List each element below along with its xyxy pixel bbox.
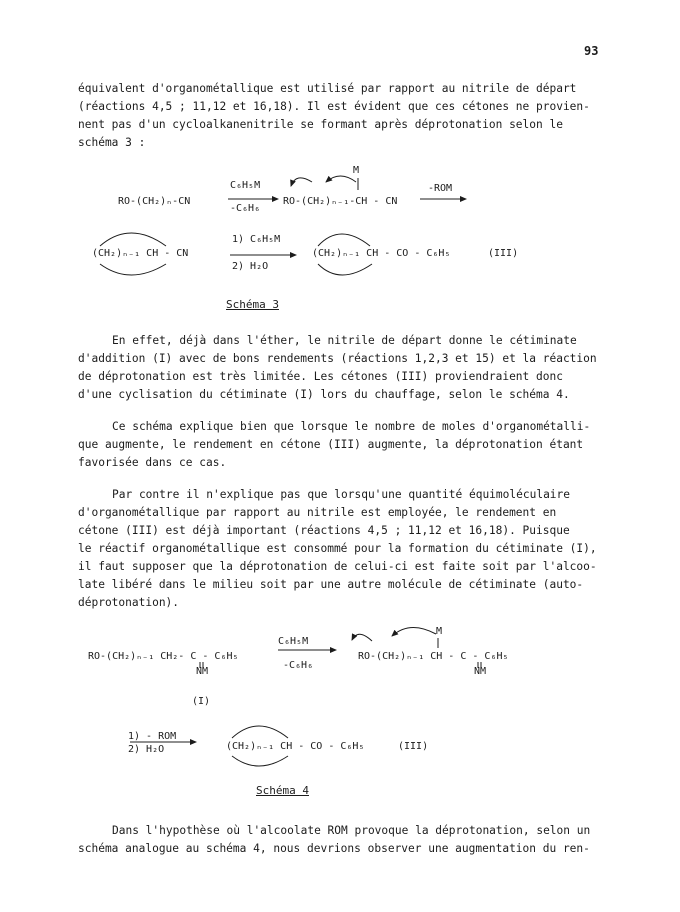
scheme4-reactant: RO-(CH₂)ₙ₋₁ CH₂- C - C₆H₅: [88, 651, 239, 662]
text-line: Ce schéma explique bien que lorsque le nombre de moles d'organométalli-: [112, 420, 591, 433]
text-line: déprotonation).: [78, 596, 180, 609]
text-line: que augmente, le rendement en cétone (III) augmente, la déprotonation étant: [78, 438, 584, 451]
ring-arc: [100, 233, 166, 246]
scheme3-reactant: RO-(CH₂)ₙ-CN: [118, 196, 191, 207]
text-line: En effet, déjà dans l'éther, le nitrile de départ donne le cétiminate: [112, 334, 577, 347]
text-line: de déprotonation est très limitée. Les cétones (III) proviendraient donc: [78, 370, 563, 383]
text-line: schéma 3 :: [78, 136, 146, 149]
text-line: schéma analogue au schéma 4, nous devrions observer une augmentation du ren-: [78, 842, 590, 855]
scheme4-metal-label: M: [436, 626, 443, 637]
ring-arc: [318, 264, 372, 275]
text-line: Par contre il n'explique pas que lorsqu'une quantité équimoléculaire: [112, 488, 571, 501]
text-line: d'addition (I) avec de bons rendements (réactions 1,2,3 et 15) et la réaction: [78, 352, 597, 365]
scheme3-caption: Schéma 3: [226, 298, 279, 311]
ring-arc: [232, 726, 288, 738]
scheme3-ketone: (CH₂)ₙ₋₁ CH - CO - C₆H₅: [312, 248, 451, 259]
scheme4-reactant-nm: NM: [196, 666, 209, 677]
electron-arrow: [291, 178, 312, 186]
ring-arc: [318, 234, 370, 246]
text-line: favorisée dans ce cas.: [78, 456, 227, 469]
text-line: (réactions 4,5 ; 11,12 et 16,18). Il est évident que ces cétones ne provien-: [78, 100, 590, 113]
scheme3-cyclic-nitrile: (CH₂)ₙ₋₁ CH - CN: [92, 248, 189, 259]
scheme4-reagent-bottom: -C₆H₆: [283, 660, 314, 671]
text-line: cétone (III) est déjà important (réactions 4,5 ; 11,12 et 16,18). Puisque: [78, 524, 570, 537]
electron-arrow: [392, 627, 436, 636]
text-line: Dans l'hypothèse où l'alcoolate ROM provoque la déprotonation, selon un: [112, 824, 591, 837]
text-line: il faut supposer que la déprotonation de celui-ci est faite soit par l'alcoo-: [78, 560, 597, 573]
text-line: équivalent d'organométallique est utilisé par rapport au nitrile de départ: [78, 82, 577, 95]
text-line: nent pas d'un cycloalkanenitrile se formant après déprotonation selon le: [78, 118, 563, 131]
electron-arrow: [326, 176, 356, 182]
scheme4-compound-label: (III): [398, 741, 429, 752]
scheme4-step-bottom: 2) H₂O: [128, 744, 165, 755]
scheme3-intermediate: RO-(CH₂)ₙ₋₁-CH - CN: [283, 196, 398, 207]
scheme4-reagent-top: C₆H₅M: [278, 636, 309, 647]
scheme4-ketone: (CH₂)ₙ₋₁ CH - CO - C₆H₅: [226, 741, 365, 752]
scheme3-step-top: 1) C₆H₅M: [232, 234, 281, 245]
scheme3-reagent-top: C₆H₅M: [230, 180, 261, 191]
ring-arc: [232, 756, 288, 766]
scheme3-elimination: -ROM: [428, 183, 453, 194]
scheme3-step-bottom: 2) H₂O: [232, 261, 269, 272]
scheme3-compound-label: (III): [488, 248, 519, 259]
scheme4-caption: Schéma 4: [256, 784, 309, 797]
ring-arc: [100, 264, 166, 275]
scheme3-metal-label: M: [353, 165, 360, 176]
scheme4-intermediate-nm: NM: [474, 666, 487, 677]
scheme3-reagent-bottom: -C₆H₆: [230, 203, 261, 214]
page-number: 93: [584, 44, 599, 58]
text-line: d'une cyclisation du cétiminate (I) lors du chauffage, selon le schéma 4.: [78, 388, 570, 401]
scheme4-intermediate: RO-(CH₂)ₙ₋₁ CH - C - C₆H₅: [358, 651, 509, 662]
text-line: le réactif organométallique est consommé pour la formation du cétiminate (I),: [78, 542, 597, 555]
scheme4-compound-label-i: (I): [192, 696, 211, 707]
text-line: late libéré dans le milieu soit par une autre molécule de cétiminate (auto-: [78, 578, 584, 591]
electron-arrow: [352, 634, 372, 641]
text-line: d'organométallique par rapport au nitrile est employée, le rendement en: [78, 506, 557, 519]
scheme4-step-top: 1) - ROM: [128, 731, 177, 742]
